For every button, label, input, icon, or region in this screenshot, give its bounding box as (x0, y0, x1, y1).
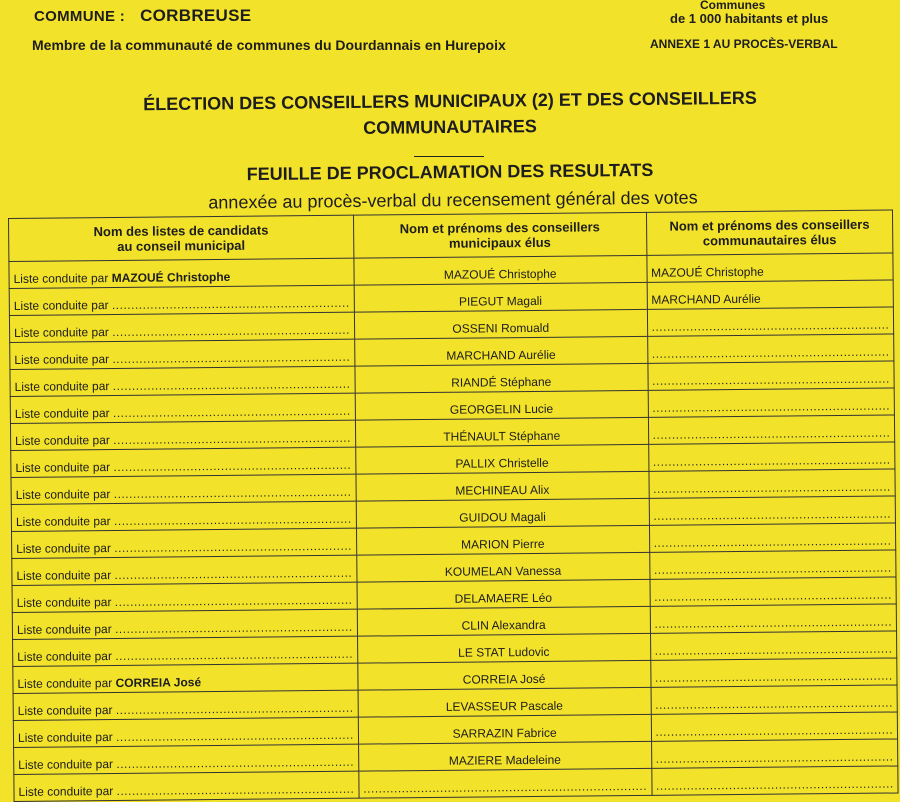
blank-dotted-line: .............................................................. (115, 700, 354, 717)
blank-dotted-line: .............................................................. (651, 739, 898, 768)
municipal-councillor-cell: THÉNAULT Stéphane (355, 417, 648, 447)
blank-dotted-line: .............................................................. (647, 361, 894, 390)
municipal-councillor-cell: MARION Pierre (356, 525, 649, 555)
header-community-councillors: Nom et prénoms des conseillers communautaires élus (646, 210, 893, 255)
list-cell (9, 258, 354, 288)
blank-dotted-line: .............................................................. (115, 646, 354, 663)
blank-dotted-line: .............................................................. (116, 754, 355, 771)
list-cell (10, 420, 355, 450)
list-prefix: Liste conduite par (17, 730, 113, 745)
blank-dotted-line: .............................................................. (114, 619, 353, 636)
list-cell (13, 717, 358, 747)
list-cell (10, 339, 355, 369)
blank-dotted-line: .............................................................. (112, 376, 351, 394)
blank-dotted-line: .............................................................. (649, 550, 896, 579)
blank-dotted-line: .............................................................. (112, 322, 350, 340)
blank-dotted-line: .............................................................. (650, 577, 897, 606)
blank-dotted-line: .............................................................. (113, 484, 352, 501)
list-cell (11, 474, 356, 504)
blank-dotted-line: .............................................................. (112, 403, 351, 421)
municipal-councillor-cell: MAZIERE Madeleine (358, 741, 651, 771)
commune-line (34, 6, 251, 26)
municipal-councillor-cell: KOUMELAN Vanessa (357, 552, 650, 582)
list-prefix: Liste conduite par (17, 676, 113, 691)
results-table (8, 210, 899, 802)
list-prefix: Liste conduite par (16, 595, 112, 610)
header-municipal-councillors: Nom et prénoms des conseillers municipaux élus (353, 212, 646, 258)
list-cell (14, 744, 359, 774)
list-cell (13, 636, 358, 666)
blank-dotted-line: .............................................................. (651, 712, 898, 741)
blank-dotted-line: .............................................................. (112, 349, 351, 367)
municipal-councillor-cell: LEVASSEUR Pascale (358, 687, 651, 717)
list-prefix: Liste conduite par (17, 703, 113, 718)
blank-dotted-line: .............................................................. (113, 511, 352, 528)
list-prefix: Liste conduite par (16, 541, 111, 556)
blank-dotted-line: .............................................................. (648, 469, 895, 498)
list-prefix: Liste conduite par (15, 460, 111, 475)
municipal-councillor-cell: LE STAT Ludovic (357, 633, 650, 663)
municipal-councillor-cell: PIEGUT Magali (354, 282, 647, 312)
blank-dotted-line: .............................................................. (114, 592, 353, 609)
list-cell (12, 582, 357, 612)
blank-dotted-line: .............................................................. (115, 727, 354, 744)
list-leader-name: CORREIA José (115, 675, 202, 690)
list-prefix: Liste conduite par (18, 784, 114, 799)
blank-dotted-line: .............................................................. (648, 442, 895, 471)
blank-dotted-line: .............................................................. (650, 658, 897, 687)
municipal-councillor-cell: CORREIA José (358, 660, 651, 690)
annexe-label: ANNEXE 1 AU PROCÈS-VERBAL (650, 37, 838, 51)
list-prefix: Liste conduite par (18, 757, 114, 772)
blank-dotted-line: .............................................................. (114, 538, 353, 555)
blank-dotted-line: .......................................................................... (359, 768, 652, 798)
blank-dotted-line: .............................................................. (113, 430, 351, 447)
title-separator (414, 156, 484, 157)
municipal-councillor-cell: RIANDÉ Stéphane (355, 363, 648, 393)
election-title-line2: COMMUNAUTAIRES (363, 116, 537, 138)
list-prefix: Liste conduite par (13, 298, 109, 313)
header-list-names: Nom des listes de candidats au conseil municipal (9, 215, 354, 261)
list-prefix: Liste conduite par (17, 649, 113, 664)
blank-dotted-line: .............................................................. (649, 496, 896, 525)
municipal-councillor-cell: SARRAZIN Fabrice (358, 714, 651, 744)
blank-dotted-line: .............................................................. (648, 388, 895, 417)
blank-dotted-line: .............................................................. (113, 457, 352, 474)
municipal-councillor-cell: MECHINEAU Alix (356, 471, 649, 501)
blank-dotted-line: .............................................................. (650, 604, 897, 633)
blank-dotted-line: .............................................................. (650, 631, 897, 660)
blank-dotted-line: .............................................................. (649, 523, 896, 552)
community-councillor-cell: MARCHAND Aurélie (647, 280, 894, 309)
commune-name: CORBREUSE (140, 6, 252, 25)
list-cell (10, 366, 355, 396)
commune-label: COMMUNE : (34, 8, 126, 25)
communes-label: Communes (700, 0, 766, 12)
list-prefix: Liste conduite par (15, 433, 110, 448)
blank-dotted-line: .............................................................. (116, 781, 355, 798)
community-councillor-cell: MAZOUÉ Christophe (646, 253, 893, 282)
municipal-councillor-cell: GEORGELIN Lucie (355, 390, 648, 420)
list-prefix: Liste conduite par (16, 568, 112, 583)
list-cell (12, 555, 357, 585)
blank-dotted-line: .............................................................. (114, 565, 353, 582)
list-cell (14, 771, 359, 801)
list-cell (11, 447, 356, 477)
list-prefix: Liste conduite par (15, 487, 111, 502)
municipal-councillor-cell: MARCHAND Aurélie (354, 336, 647, 366)
list-cell (9, 312, 354, 342)
list-cell (12, 528, 357, 558)
municipal-councillor-cell: DELAMAERE Léo (357, 579, 650, 609)
blank-dotted-line: .............................................................. (651, 766, 898, 795)
list-cell (12, 609, 357, 639)
list-cell (10, 393, 355, 423)
proclamation-title: FEUILLE DE PROCLAMATION DES RESULTATS (246, 159, 654, 185)
list-prefix: Liste conduite par (14, 406, 110, 421)
blank-dotted-line: .............................................................. (647, 307, 894, 336)
list-prefix: Liste conduite par (14, 379, 110, 394)
blank-dotted-line: .............................................................. (648, 415, 895, 444)
list-cell (13, 690, 358, 720)
municipal-councillor-cell: CLIN Alexandra (357, 606, 650, 636)
list-cell (9, 285, 354, 315)
blank-dotted-line: .............................................................. (651, 685, 898, 714)
municipal-councillor-cell: MAZOUÉ Christophe (354, 255, 647, 285)
list-cell (13, 663, 358, 693)
municipal-councillor-cell: GUIDOU Magali (356, 498, 649, 528)
list-prefix: Liste conduite par (14, 352, 110, 367)
list-leader-name: MAZOUÉ Christophe (111, 269, 231, 286)
list-prefix: Liste conduite par (14, 325, 109, 340)
list-prefix: Liste conduite par (15, 514, 111, 529)
municipal-councillor-cell: OSSENI Romuald (354, 309, 647, 339)
election-title-line1: ÉLECTION DES CONSEILLERS MUNICIPAUX (2) ET DES CONSEILLERS (143, 87, 757, 115)
list-prefix: Liste conduite par (13, 271, 109, 286)
proclamation-subtitle: annexée au procès-verbal du recensement général des votes (208, 187, 698, 213)
blank-dotted-line: .............................................................. (111, 295, 350, 313)
list-prefix: Liste conduite par (16, 622, 112, 637)
blank-dotted-line: .............................................................. (647, 334, 894, 363)
communaute-membership: Membre de la communauté de communes du Dourdannais en Hurepoix (32, 37, 506, 53)
municipal-councillor-cell: PALLIX Christelle (356, 444, 649, 474)
list-cell (11, 501, 356, 531)
population-label: de 1 000 habitants et plus (670, 11, 829, 26)
